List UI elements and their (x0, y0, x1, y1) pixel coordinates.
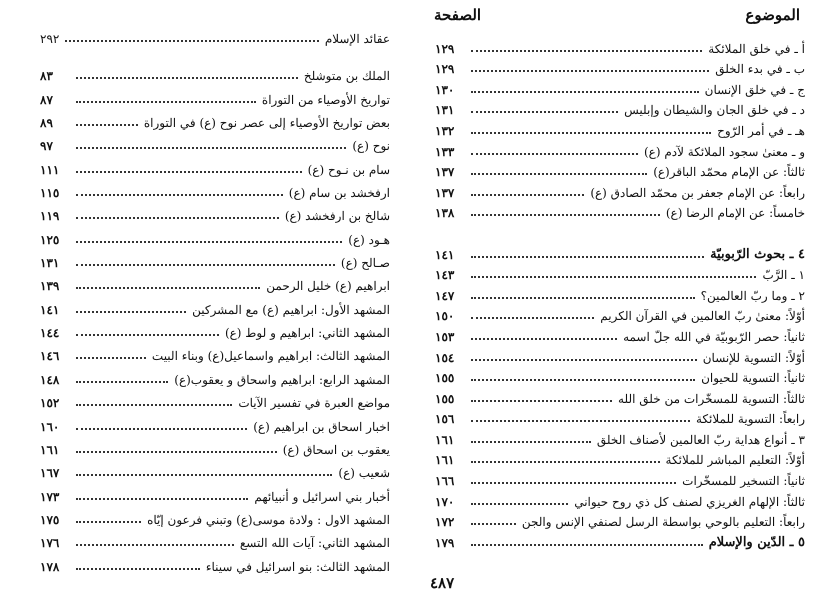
toc-entry-title: المشهد الرابع: ابراهيم واسحاق و يعقوب(ع) (174, 372, 390, 387)
toc-entry-title: ارفخشد بن سام (ع) (288, 186, 390, 201)
toc-entry-title: شعيب (ع) (338, 466, 390, 481)
toc-entry-title: ٢ ـ وما ربّ العالمين؟ (700, 288, 805, 303)
toc-entry-title: ٤ ـ بحوث الرّبوبيّة (710, 246, 805, 262)
toc-entry-title: رابعاً: عن الإمام جعفر بن محمّد الصادق (ع) (590, 185, 805, 200)
toc-entry (40, 293, 390, 316)
dot-leader (471, 256, 704, 258)
right-page (420, 0, 824, 601)
toc-entry (435, 76, 805, 97)
toc-page-number: ١٥٢ (40, 396, 60, 411)
toc-page-number: ١٣٨ (435, 206, 455, 221)
running-page-number: ٢٩٢ (40, 32, 60, 46)
toc-page-number: ٨٣ (40, 69, 53, 84)
toc-entry (40, 247, 390, 270)
toc-page-number: ١٥٥ (435, 371, 455, 386)
dot-leader (76, 194, 283, 196)
toc-entry (40, 457, 390, 480)
toc-entry (40, 223, 390, 246)
toc-entry-title: رابعاً: التسوية للملائكة (695, 412, 805, 427)
running-head (40, 32, 390, 46)
dot-leader (76, 357, 146, 359)
toc-entry-title: خامساً: عن الإمام الرضا (ع) (665, 206, 805, 221)
toc-entry-title: أوّلاً: معنىٰ ربّ العالمين في القرآن الكريم (600, 309, 805, 324)
toc-page-number: ١٣٧ (435, 165, 455, 180)
dot-leader (76, 77, 298, 79)
toc-page-number: ١٢٩ (435, 41, 455, 56)
toc-entry-title: صـالح (ع) (340, 256, 390, 271)
toc-entry (435, 488, 805, 509)
toc-entry (435, 35, 805, 56)
dot-leader (76, 147, 346, 149)
toc-entry-title: يعقوب بن اسحاق (ع) (282, 442, 390, 457)
toc-entry (40, 130, 390, 153)
toc-entry (435, 406, 805, 427)
toc-entry-title: هـود (ع) (348, 232, 390, 247)
toc-entry (435, 365, 805, 386)
toc-entry (40, 60, 390, 83)
toc-entry-title: ثانياً: التسخير للمسخّرات (682, 474, 805, 489)
toc-entry-title: رابعاً: التعليم بالوحي بواسطة الرسل لصنفي الإنس والجن (521, 515, 805, 530)
toc-entry-title: أوّلاً: التعليم المباشر للملائكة (665, 453, 805, 468)
dot-leader (76, 241, 342, 243)
dot-leader (76, 217, 279, 219)
toc-entry-title: أوّلاً: التسوية للإنسان (702, 350, 805, 365)
toc-entry (435, 447, 805, 468)
toc-entry-title: ب ـ في بدء الخلق (715, 62, 805, 77)
toc-entry (435, 509, 805, 530)
dot-leader (471, 359, 697, 361)
toc-entry-title: ثالثاً: الإلهام الغريزي لصنف كل ذي روح حيواني (574, 494, 805, 509)
toc-entry-title: أ ـ في خلق الملائكة (708, 41, 805, 56)
toc-entry-title: المشهد الثالث: بنو اسرائيل في سيناء (205, 559, 390, 574)
dot-leader (471, 420, 690, 422)
toc-entry (435, 467, 805, 488)
toc-page-number: ١٦٧ (40, 466, 60, 481)
dot-leader (65, 40, 318, 42)
dot-leader (471, 503, 568, 505)
toc-entry (40, 200, 390, 223)
toc-entry (40, 410, 390, 433)
toc-page-number: ٨٩ (40, 116, 53, 131)
dot-leader (76, 451, 277, 453)
dot-leader (471, 523, 516, 525)
toc-entry-title: المشهد الثالث: ابراهيم واسماعيل(ع) وبناء البيت (151, 349, 390, 364)
toc-page-number: ٨٧ (40, 92, 53, 107)
toc-page-number: ١٧٨ (40, 559, 60, 574)
toc-page-number: ١٣٠ (435, 82, 455, 97)
dot-leader (76, 287, 260, 289)
dot-leader (471, 461, 660, 463)
dot-leader (471, 338, 617, 340)
toc-page-number: ١٣٢ (435, 123, 455, 138)
dot-leader (76, 101, 256, 103)
toc-entry (435, 117, 805, 138)
toc-entry-title: الملك بن متوشلخ (303, 69, 390, 84)
toc-page-number: ١٣١ (435, 103, 455, 118)
dot-leader (471, 91, 699, 93)
toc-entry-title: د ـ في خلق الجان والشيطان وإبليس (624, 103, 805, 118)
toc-page-number: ١٤١ (40, 302, 60, 317)
toc-entry (40, 177, 390, 200)
toc-entry-title: ثانياً: التسوية للحيوان (701, 371, 805, 386)
toc-page-number: ١٤٨ (40, 372, 60, 387)
toc-page-number: ١٢٩ (435, 62, 455, 77)
toc-entry (40, 153, 390, 176)
toc-page-number: ١٣٣ (435, 144, 455, 159)
dot-leader (471, 297, 695, 299)
toc-page-number: ١٧٠ (435, 494, 455, 509)
toc-page-number: ١٤١ (435, 247, 455, 262)
dot-leader (76, 474, 332, 476)
toc-entry-title: شالخ بن ارفخشد (ع) (284, 209, 390, 224)
dot-leader (76, 334, 219, 336)
toc-page-number: ١٥٤ (435, 350, 455, 365)
toc-entry-title: المشهد الثاني: ابراهيم و لوط (ع) (224, 326, 390, 341)
toc-page-number: ١٦١ (435, 453, 455, 468)
toc-entry-title: ثالثاً: التسوية للمسخّرات من خلق الله (618, 391, 805, 406)
dot-leader (471, 194, 584, 196)
toc-entry (40, 387, 390, 410)
toc-page-number: ١٧٩ (435, 535, 455, 550)
toc-list-left (40, 60, 390, 574)
toc-page-number: ١٣١ (40, 256, 60, 271)
dot-leader (471, 544, 703, 546)
dot-leader (76, 171, 302, 173)
toc-entry (40, 434, 390, 457)
toc-entry-title: أخبار بني اسرائيل و أنبيائهم (254, 489, 390, 504)
toc-entry (435, 344, 805, 365)
toc-page-number: ١٤٤ (40, 326, 60, 341)
toc-entry (40, 317, 390, 340)
toc-entry (40, 527, 390, 550)
dot-leader (76, 381, 168, 383)
toc-entry (435, 303, 805, 324)
dot-leader (76, 124, 138, 126)
toc-page-number: ١٣٧ (435, 185, 455, 200)
toc-entry-title: المشهد الأول: ابراهيم (ع) مع المشركين (192, 302, 390, 317)
toc-page-number: ١٧٥ (40, 512, 60, 527)
toc-page-number: ١٦١ (40, 442, 60, 457)
dot-leader (471, 173, 647, 175)
toc-entry-title: سام بن نـوح (ع) (307, 162, 390, 177)
toc-page-number: ١٥٣ (435, 329, 455, 344)
toc-entry-title: ٥ ـ الدّين والإسلام (708, 534, 805, 550)
toc-entry-title: ابراهيم (ع) خليل الرحمن (266, 279, 390, 294)
toc-spacer (435, 220, 805, 241)
toc-entry (435, 97, 805, 118)
toc-entry (435, 159, 805, 180)
toc-page-number: ١٤٧ (435, 288, 455, 303)
toc-entry-title: ٣ ـ أنواع هداية ربّ العالمين لأصناف الخلق (596, 432, 805, 447)
toc-page-number: ١٢٥ (40, 232, 60, 247)
toc-entry-title: بعض تواريخ الأوصياء إلى عصر نوح (ع) في التوراة (143, 116, 390, 131)
toc-entry (435, 426, 805, 447)
toc-entry (435, 529, 805, 550)
toc-entry-title: ثالثاً: عن الإمام محمّد الباقر(ع) (653, 165, 805, 180)
toc-page-number: ١٦٦ (435, 474, 455, 489)
toc-entry-title: تواريخ الأوصياء من التوراة (261, 92, 390, 107)
toc-entry (435, 200, 805, 221)
toc-entry (40, 480, 390, 503)
dot-leader (471, 50, 702, 52)
toc-page-number: ١٥٠ (435, 309, 455, 324)
toc-page-number: ١٦١ (435, 432, 455, 447)
toc-entry-title: المشهد الثاني: آيات الله التسع (239, 536, 390, 551)
toc-page-number: ١٧٣ (40, 489, 60, 504)
dot-leader (76, 264, 335, 266)
toc-page-number: ١٦٠ (40, 419, 60, 434)
dot-leader (471, 400, 612, 402)
dot-leader (471, 111, 618, 113)
dot-leader (76, 568, 200, 570)
folio-number: ٤٨٧ (430, 574, 455, 592)
toc-entry (40, 107, 390, 130)
dot-leader (471, 276, 756, 278)
toc-entry (435, 56, 805, 77)
toc-page-number: ١١١ (40, 162, 60, 177)
dot-leader (76, 544, 234, 546)
toc-entry (435, 385, 805, 406)
toc-entry-title: اخبار اسحاق بن ابراهيم (ع) (253, 419, 390, 434)
toc-page-number: ٩٧ (40, 139, 53, 154)
dot-leader (471, 153, 638, 155)
toc-entry (435, 138, 805, 159)
dot-leader (471, 441, 591, 443)
column-header-topic: الموضوع (745, 6, 800, 24)
toc-entry (40, 363, 390, 386)
toc-entry-title: و ـ معنىٰ سجود الملائكة لآدم (ع) (643, 144, 805, 159)
toc-entry-title: ثانياً: حصر الرّبوبيّة في الله جلّ اسمه (623, 329, 805, 344)
dot-leader (76, 498, 248, 500)
dot-leader (76, 404, 232, 406)
toc-entry (40, 83, 390, 106)
dot-leader (76, 311, 186, 313)
dot-leader (471, 70, 709, 72)
toc-page-number: ١٥٦ (435, 412, 455, 427)
toc-page-number: ١٣٩ (40, 279, 60, 294)
toc-entry (435, 241, 805, 262)
toc-entry (40, 550, 390, 573)
toc-page-number: ١١٩ (40, 209, 60, 224)
toc-entry-title: هـ ـ في أمر الرّوح (717, 123, 805, 138)
toc-entry-title: المشهد الاول : ولادة موسى(ع) وتبني فرعون إيّاه (147, 512, 390, 527)
dot-leader (471, 379, 695, 381)
dot-leader (471, 317, 594, 319)
toc-page-number: ١٧٦ (40, 536, 60, 551)
toc-page-number: ١٧٢ (435, 515, 455, 530)
toc-entry-title: مواضع العبرة في تفسير الآيات (238, 396, 390, 411)
toc-entry (435, 179, 805, 200)
dot-leader (471, 482, 676, 484)
dot-leader (471, 132, 711, 134)
column-header-page: الصفحة (434, 6, 482, 24)
toc-list-right (435, 35, 805, 550)
toc-entry (435, 282, 805, 303)
toc-page-number: ١٤٦ (40, 349, 60, 364)
toc-entry-title: ج ـ في خلق الإنسان (704, 82, 805, 97)
toc-page-number: ١٥٥ (435, 391, 455, 406)
toc-entry (40, 270, 390, 293)
dot-leader (76, 521, 141, 523)
toc-page-number: ١١٥ (40, 186, 60, 201)
dot-leader (471, 214, 660, 216)
running-title: عقائد الإسلام (324, 32, 390, 46)
toc-entry (435, 323, 805, 344)
toc-entry-title: ١ ـ الرَّبّ (762, 268, 805, 283)
toc-entry (40, 340, 390, 363)
toc-entry (40, 504, 390, 527)
toc-entry (435, 262, 805, 283)
toc-entry-title: نوح (ع) (352, 139, 390, 154)
dot-leader (76, 428, 247, 430)
toc-page-number: ١٤٣ (435, 268, 455, 283)
